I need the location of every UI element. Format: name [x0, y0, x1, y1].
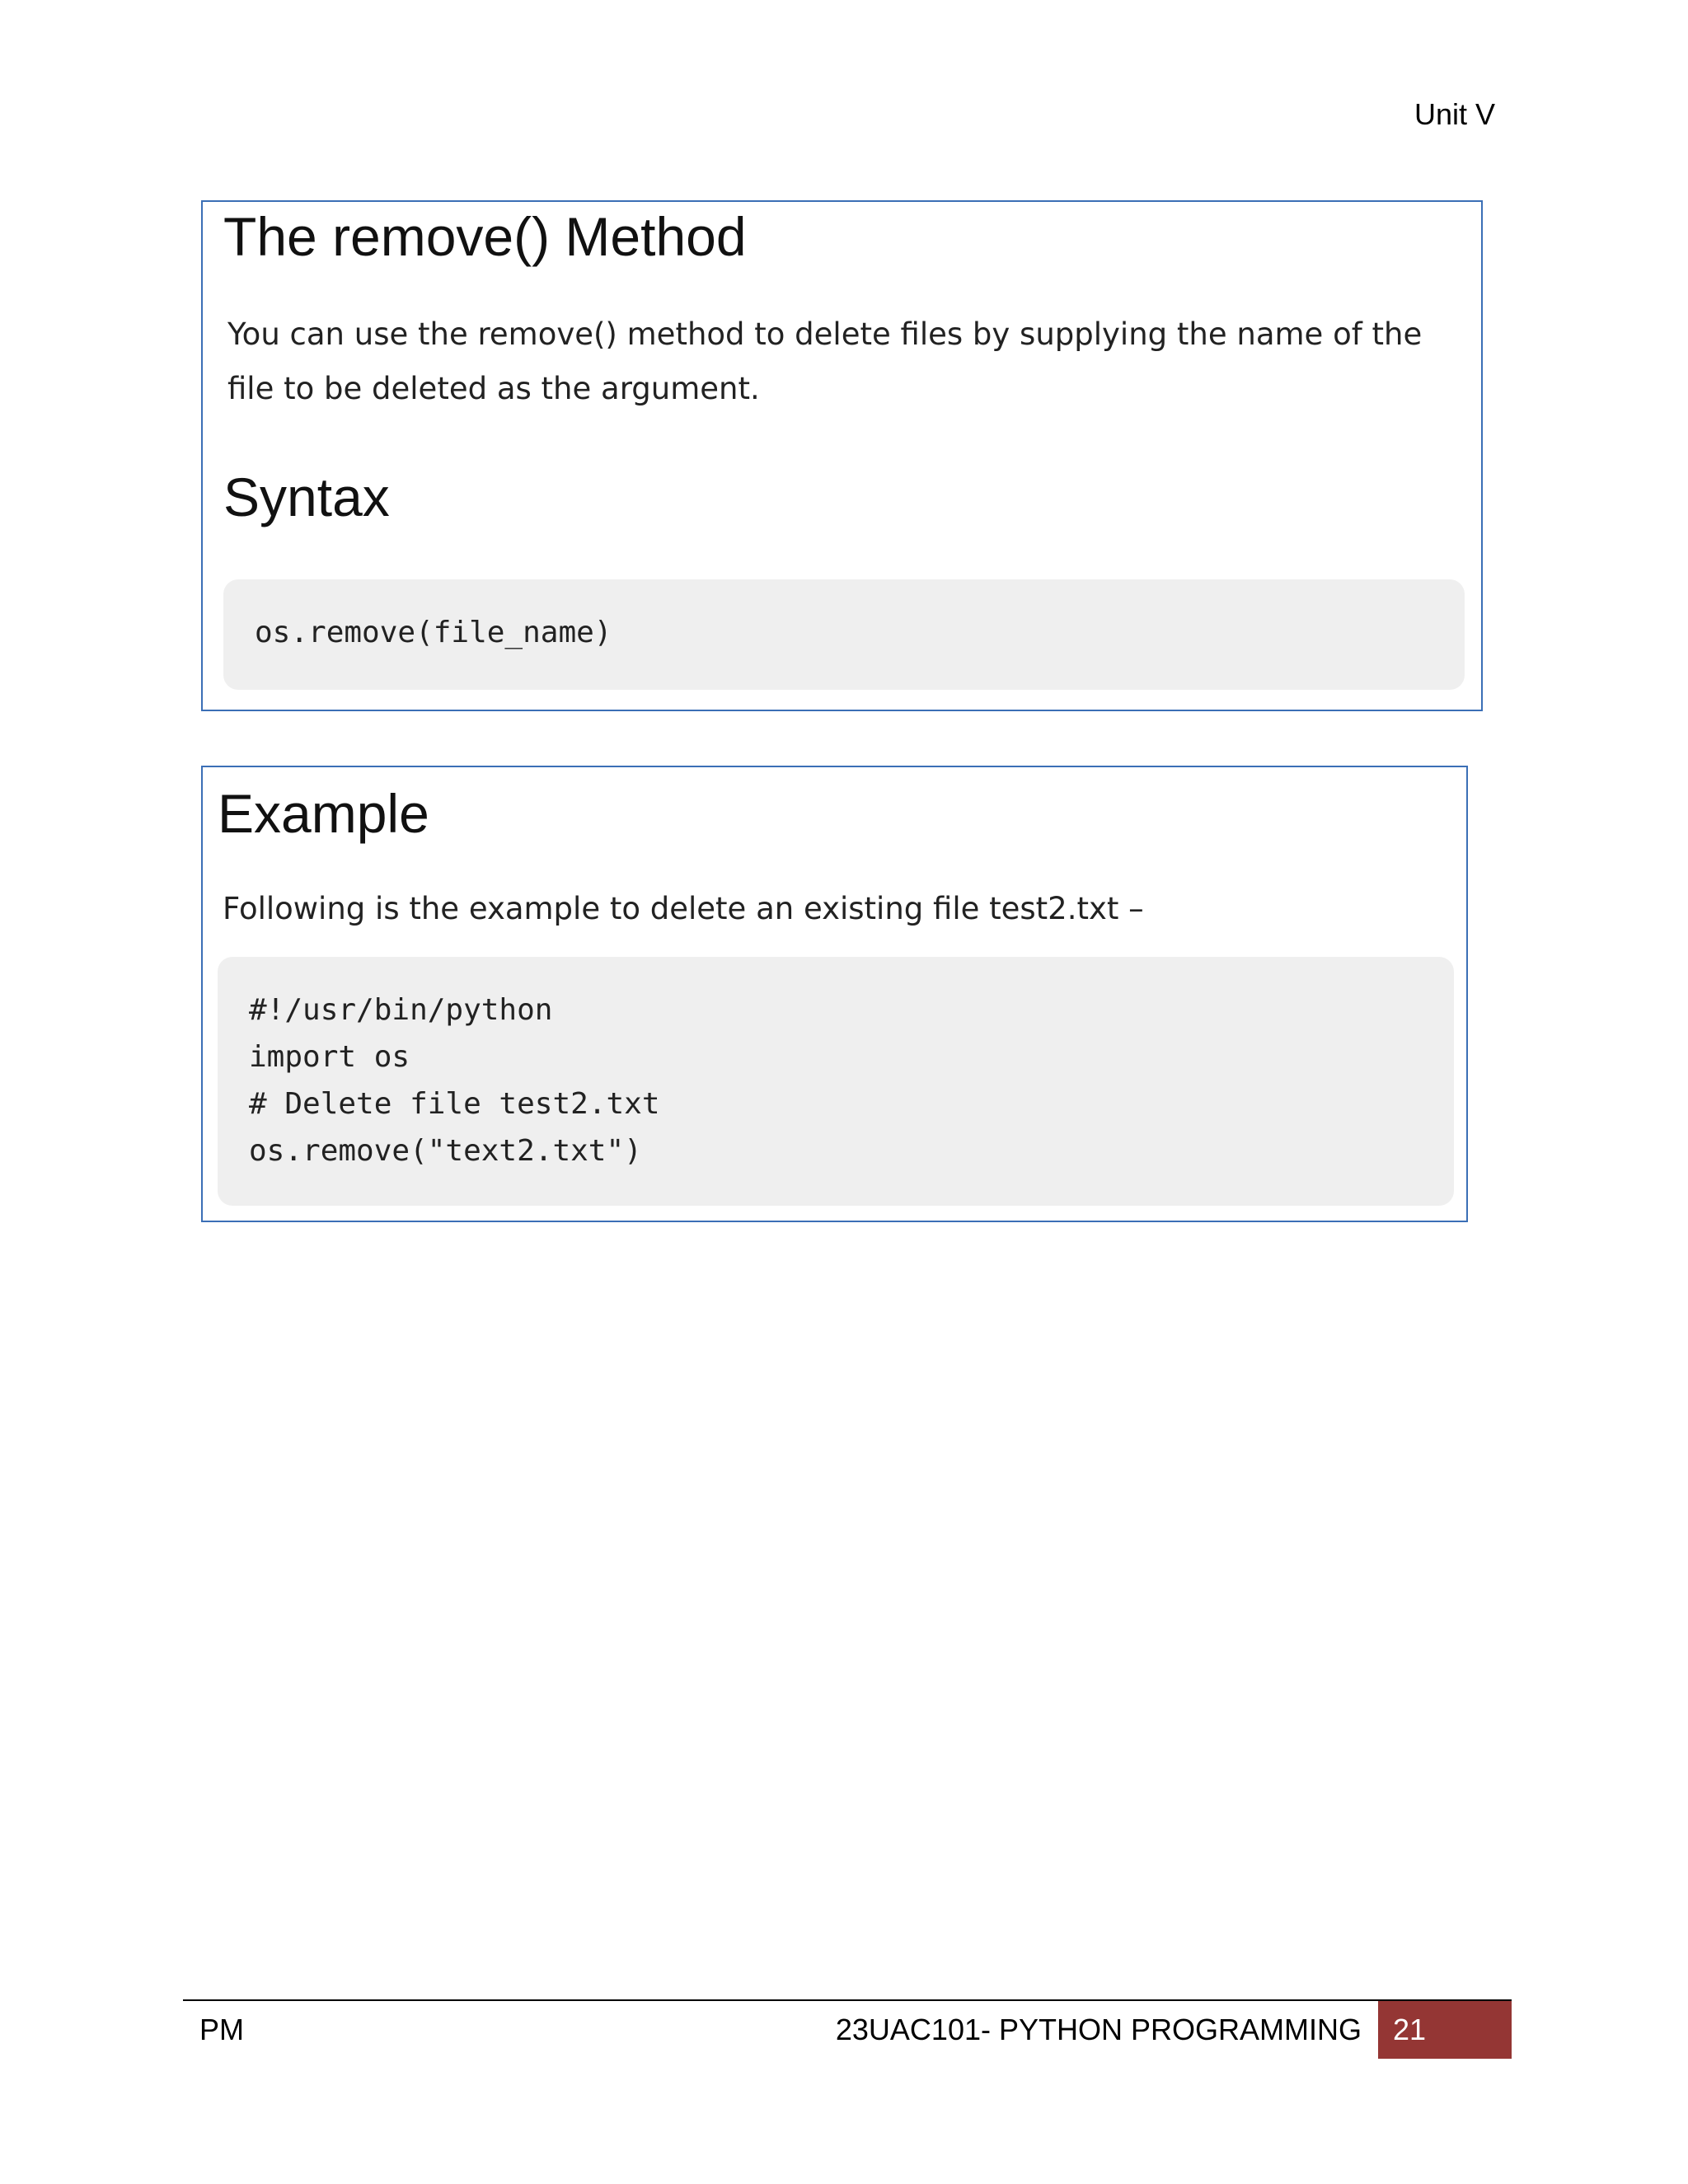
footer-author: PM: [199, 2013, 244, 2046]
example-panel: [201, 766, 1468, 1222]
syntax-title: Syntax: [223, 466, 390, 527]
code-line: os.remove("text2.txt"): [249, 1134, 642, 1168]
syntax-code-block: [223, 579, 1465, 690]
example-code-block: [218, 957, 1454, 1206]
header-unit-label: Unit V: [1414, 97, 1495, 131]
remove-method-panel: [201, 200, 1483, 711]
code-line: import os: [249, 1040, 410, 1074]
footer-page-number: 21: [1378, 2001, 1512, 2059]
code-line: #!/usr/bin/python: [249, 993, 553, 1027]
remove-method-title: The remove() Method: [223, 206, 747, 267]
example-title: Example: [218, 783, 429, 844]
code-line: os.remove(file_name): [255, 616, 612, 649]
remove-method-description: You can use the remove() method to delete files by supplying the name of the file to be deleted as the argument.: [227, 316, 1423, 406]
example-description: Following is the example to delete an existing file test2.txt –: [223, 891, 1144, 926]
footer-course-title: 23UAC101- PYTHON PROGRAMMING: [835, 2013, 1362, 2046]
code-line: # Delete file test2.txt: [249, 1087, 660, 1121]
footer-divider: [183, 1999, 1512, 2001]
